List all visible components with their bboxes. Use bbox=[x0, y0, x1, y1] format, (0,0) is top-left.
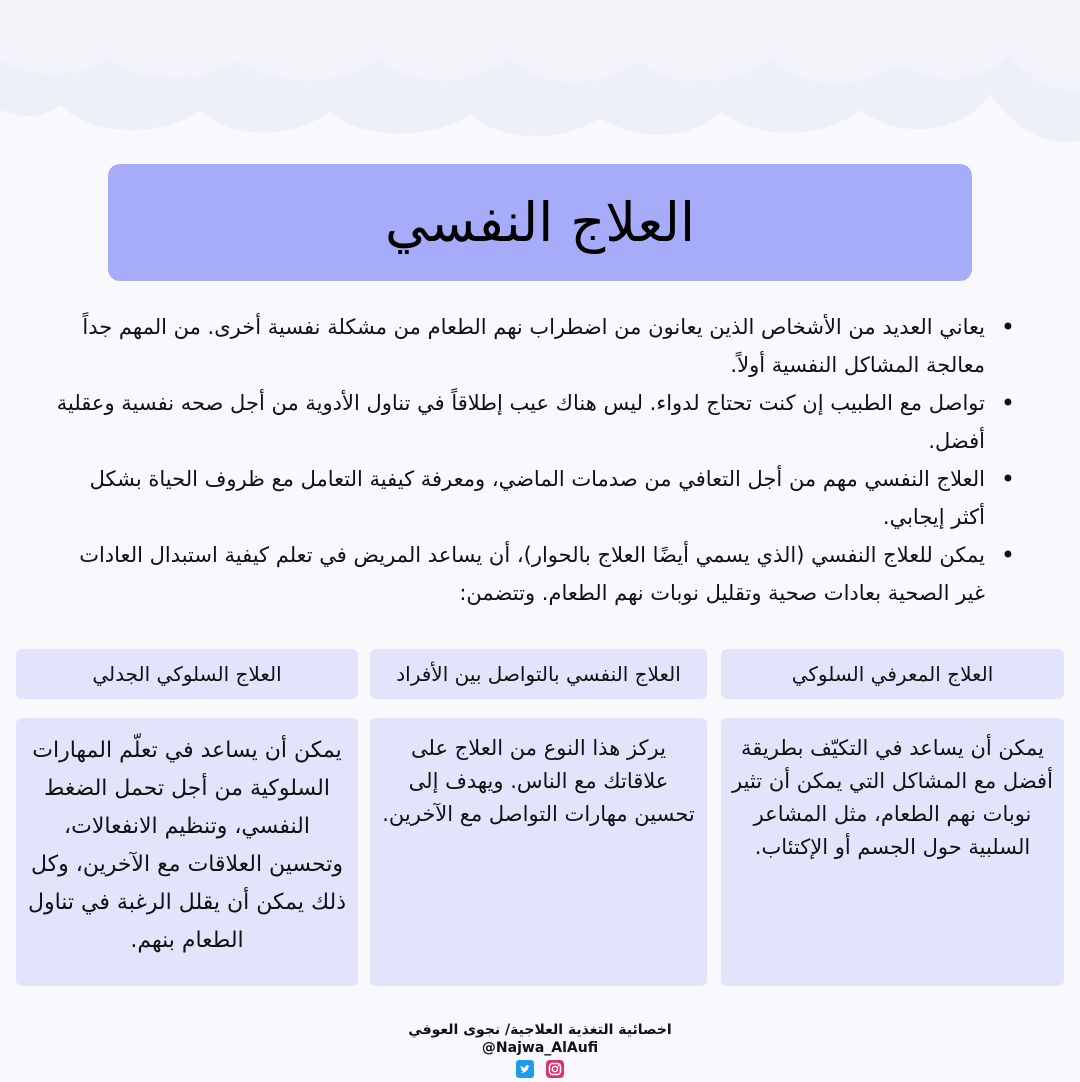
twitter-icon[interactable] bbox=[516, 1060, 534, 1078]
footer bbox=[340, 1022, 740, 1078]
bullet-item: • العلاج النفسي مهم من أجل التعافي من صدمات الماضي، ومعرفة كيفية التعامل مع ظروف الحياة بشكل أكثر إيجابي. bbox=[50, 460, 1015, 536]
card-body-dbt: يمكن أن يساعد في تعلّم المهارات السلوكية من أجل تحمل الضغط النفسي، وتنظيم الانفعالات، وتحسين العلاقات مع الآخرين، وكل ذلك يمكن أن يقلل الرغبة في تناول الطعام بنهم. bbox=[16, 718, 358, 986]
title-banner bbox=[108, 164, 972, 281]
instagram-icon[interactable] bbox=[546, 1060, 564, 1078]
bullet-list bbox=[50, 308, 1015, 612]
card-body-cbt: يمكن أن يساعد في التكيّف بطريقة أفضل مع المشاكل التي يمكن أن تثير نوبات نهم الطعام، مثل المشاعر السلبية حول الجسم أو الإكتئاب. bbox=[721, 718, 1064, 986]
card-body-ipt: يركز هذا النوع من العلاج على علاقاتك مع الناس. ويهدف إلى تحسين مهارات التواصل مع الآخرين. bbox=[370, 718, 707, 986]
card-heading-ipt: العلاج النفسي بالتواصل بين الأفراد bbox=[370, 649, 707, 699]
social-icons bbox=[340, 1060, 740, 1078]
bullet-item: • يعاني العديد من الأشخاص الذين يعانون من اضطراب نهم الطعام من مشكلة نفسية أخرى. من المهم جداً معالجة المشاكل النفسية أولاً. bbox=[50, 308, 1015, 384]
card-heading-dbt: العلاج السلوكي الجدلي bbox=[16, 649, 358, 699]
cloud-decoration bbox=[0, 0, 1080, 170]
social-handle: @Najwa_AlAufi bbox=[481, 1040, 599, 1056]
bullet-item: • تواصل مع الطبيب إن كنت تحتاج لدواء. ليس هناك عيب إطلاقاً في تناول الأدوية من أجل صحه نفسية وعقلية أفضل. bbox=[50, 384, 1015, 460]
page-title: العلاج النفسي bbox=[385, 191, 695, 254]
bullet-item: • يمكن للعلاج النفسي (الذي يسمي أيضًا العلاج بالحوار)، أن يساعد المريض في تعلم كيفية استبدال العادات غير الصحية بعادات صحية وتقليل نوبات نهم الطعام. وتتضمن: bbox=[50, 536, 1015, 612]
author-credit: اخصائية التغذية العلاجية/ نجوى العوفي bbox=[408, 1022, 672, 1038]
card-heading-cbt: العلاج المعرفي السلوكي bbox=[721, 649, 1064, 699]
